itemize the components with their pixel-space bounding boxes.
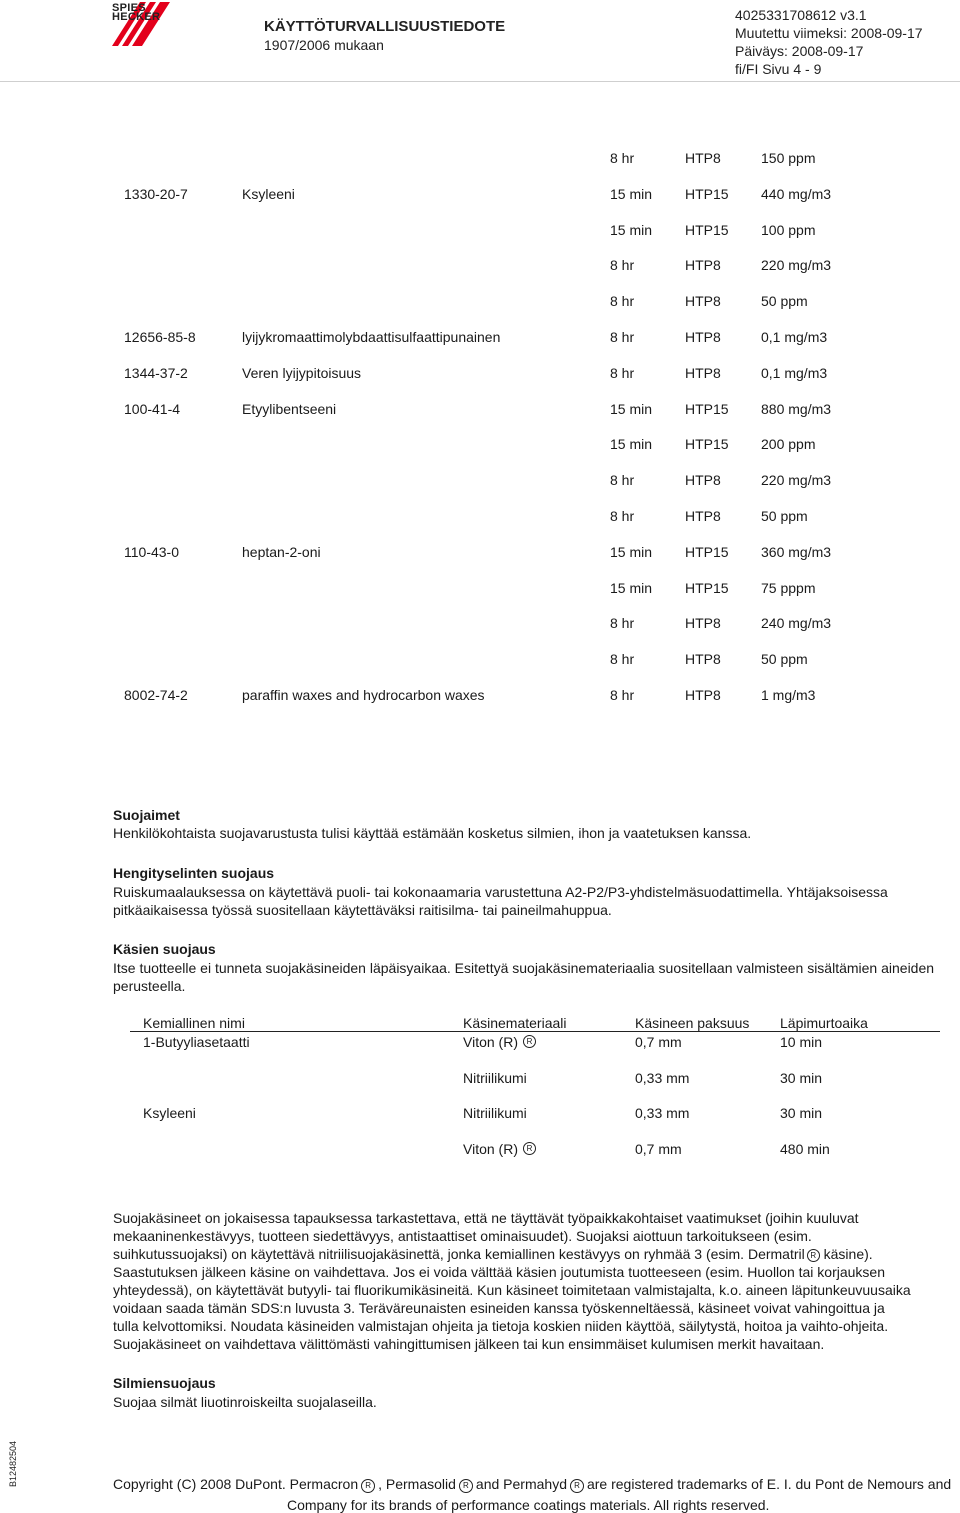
protection-heading: Suojaimet: [113, 807, 180, 823]
document-id: 4025331708612 v3.1: [735, 7, 867, 23]
limit-value: 220 mg/m3: [761, 472, 832, 489]
limit-time: 15 min: [610, 185, 653, 202]
limit-value: 0,1 mg/m3: [761, 329, 828, 345]
limit-time: 8 hr: [610, 651, 635, 668]
limit-value: 50 ppm: [761, 651, 808, 668]
limit-type: HTP15: [685, 436, 729, 453]
glove-thickness: [635, 1034, 682, 1050]
limit-type: HTP15: [685, 579, 729, 596]
limit-value: 220 mg/m3: [761, 257, 832, 274]
limit-time: 15 min: [610, 400, 653, 417]
glove-breakthrough-time: [780, 1070, 822, 1086]
limit-value: 150 ppm: [761, 150, 816, 166]
limit-value: 1 mg/m3: [761, 687, 816, 703]
glove-chemical: [143, 1034, 250, 1050]
glove-material-text: Viton (R): [463, 1034, 518, 1050]
limit-time: 8 hr: [610, 364, 635, 381]
glove-note-line3b: käsine).: [819, 1246, 873, 1262]
limit-value: 75 pppm: [761, 579, 816, 596]
limit-substance-name: Veren lyijypitoisuus: [242, 364, 362, 381]
limit-time: 8 hr: [610, 615, 635, 632]
document-title: KÄYTTÖTURVALLISUUSTIEDOTE: [264, 18, 506, 35]
limit-type: HTP15: [685, 185, 729, 202]
limit-time: 8 hr: [610, 150, 635, 166]
hands-heading: Käsien suojaus: [113, 941, 216, 957]
glove-thickness: [635, 1141, 682, 1157]
glove-note-line4: Saastutuksen jälkeen käsine on vaihdettava. Jos ei voida välttää käsien joutumista tuotteeseen (esim. Huollon tai korjauksen: [113, 1264, 886, 1280]
limit-substance-name: heptan-2-oni: [242, 543, 321, 560]
limit-type: HTP8: [685, 364, 721, 381]
registered-mark-icon: R: [807, 1249, 820, 1262]
limit-cas-number: 110-43-0: [124, 543, 180, 560]
limit-type: HTP8: [685, 651, 721, 668]
glove-breakthrough-time: [780, 1141, 830, 1157]
glove-material: [463, 1070, 527, 1086]
protection-text: Henkilökohtaista suojavarustusta tulisi käyttää estämään kosketus silmien, ihon ja vaatetuksen kanssa.: [113, 825, 752, 841]
glove-chemical-text: 1-Butyyliasetaatti: [143, 1034, 250, 1050]
glove-header-chemical: Kemiallinen nimi: [143, 1015, 245, 1031]
registered-mark-icon: R: [570, 1479, 584, 1493]
glove-material-text: Viton (R): [463, 1140, 518, 1157]
glove-thickness: [635, 1070, 689, 1086]
glove-material: [463, 1141, 536, 1157]
limit-substance-name: lyijykromaattimolybdaattisulfaattipunainen: [242, 329, 501, 345]
limit-time: 8 hr: [610, 508, 635, 524]
glove-breakthrough-time: [780, 1034, 822, 1050]
modified-date: Muutettu viimeksi: 2008-09-17: [735, 25, 923, 41]
limit-value: 200 ppm: [761, 436, 816, 453]
glove-note-line5: yhteydessä), on käytettävät butyyli- tai fluorikumikäsineitä. Kun käsineet toimitetaan valmistajalta, k.o. aineen läpitunkeuvuusaika: [113, 1282, 911, 1298]
glove-note-line3: [113, 1245, 958, 1263]
limit-time: 8 hr: [610, 472, 635, 489]
side-document-code: B12482504: [8, 1440, 18, 1487]
glove-thickness-text: 0,7 mm: [635, 1140, 682, 1157]
glove-thickness: [635, 1105, 689, 1121]
footer-part4: are registered trademarks of E. I. du Pont de Nemours and: [586, 1476, 952, 1492]
limit-value: 50 ppm: [761, 293, 808, 310]
header-divider: [0, 81, 960, 82]
limit-value: 0,1 mg/m3: [761, 364, 828, 381]
glove-material: [463, 1105, 527, 1121]
limit-type: HTP15: [685, 221, 729, 238]
spies-hecker-logo: [112, 2, 170, 46]
glove-breakthrough-time-text: 30 min: [780, 1069, 823, 1086]
glove-breakthrough-time-text: 30 min: [780, 1105, 823, 1121]
glove-header-material: Käsinemateriaali: [463, 1015, 567, 1031]
eyes-heading: Silmiensuojaus: [113, 1375, 216, 1391]
limit-time: 8 hr: [610, 257, 635, 274]
glove-chemical: [143, 1105, 196, 1121]
eyes-text: Suojaa silmät liuotinroiskeilta suojalaseilla.: [113, 1394, 377, 1410]
limit-type: HTP8: [685, 293, 721, 310]
limit-time: 15 min: [610, 579, 653, 596]
glove-note-line3a: suihkutussuojaksi) on käytettävä nitriilisuojakäsinettä, jonka kemiallinen kestävyys on ryhmää 3 (esim. Dermatril: [113, 1246, 805, 1262]
glove-chemical-text: Ksyleeni: [143, 1105, 196, 1121]
registered-mark-icon: R: [523, 1035, 536, 1048]
glove-breakthrough-time: [780, 1105, 822, 1121]
registered-mark-icon: R: [361, 1479, 375, 1493]
limit-substance-name: paraffin waxes and hydrocarbon waxes: [242, 687, 485, 703]
glove-note-line6: voidaan saada tämän SDS:n luvusta 3. Teräväreunaisten esineiden kanssa työskenneltäessä, käsineet voivat vahingoittua ja: [113, 1300, 885, 1316]
limit-time: 15 min: [610, 543, 653, 560]
limit-type: HTP8: [685, 615, 721, 632]
limit-cas-number: 12656-85-8: [124, 329, 196, 345]
glove-thickness-text: 0,33 mm: [635, 1105, 690, 1121]
limit-value: 880 mg/m3: [761, 400, 832, 417]
issue-date: Päiväys: 2008-09-17: [735, 43, 864, 59]
footer-line1: [113, 1476, 951, 1493]
limit-cas-number: 8002-74-2: [124, 687, 188, 703]
glove-breakthrough-time-text: 10 min: [780, 1034, 823, 1050]
limit-substance-name: Etyylibentseeni: [242, 400, 337, 417]
limit-value: 440 mg/m3: [761, 185, 832, 202]
limit-time: 8 hr: [610, 293, 635, 310]
glove-note-line1: Suojakäsineet on jokaisessa tapauksessa tarkastettava, että ne täyttävät työpaikkakohtaiset vaatimukset (joihin kuuluvat: [113, 1210, 859, 1226]
footer-part3: and Permahyd: [475, 1476, 567, 1492]
logo-text-line2: HECKER: [112, 11, 161, 23]
limit-cas-number: 1330-20-7: [124, 185, 188, 202]
respiratory-heading: Hengityselinten suojaus: [113, 865, 275, 881]
glove-material: [463, 1034, 536, 1050]
registered-mark-icon: R: [459, 1479, 473, 1493]
footer-part1: Copyright (C) 2008 DuPont. Permacron: [113, 1476, 359, 1492]
limit-time: 8 hr: [610, 329, 635, 345]
limit-cas-number: 100-41-4: [124, 400, 181, 417]
glove-table-rule: [130, 1031, 940, 1032]
limit-type: HTP15: [685, 400, 729, 417]
limit-value: 100 ppm: [761, 221, 816, 238]
glove-material-text: Nitriilikumi: [463, 1069, 527, 1086]
page-number: fi/FI Sivu 4 - 9: [735, 61, 822, 77]
limit-type: HTP8: [685, 329, 721, 345]
glove-header-breakthrough: Läpimurtoaika: [780, 1015, 868, 1031]
hands-text: Itse tuotteelle ei tunneta suojakäsineiden läpäisyaikaa. Esitettyä suojakäsinemateriaalia suositellaan valmisteen sisältämien aineiden perusteella.: [113, 960, 935, 994]
glove-thickness-text: 0,7 mm: [635, 1034, 682, 1050]
limit-value: 360 mg/m3: [761, 543, 832, 560]
glove-note: [113, 1209, 958, 1353]
glove-breakthrough-time-text: 480 min: [780, 1140, 830, 1157]
limit-time: 15 min: [610, 436, 653, 453]
respiratory-text: Ruiskumaalauksessa on käytettävä puoli- tai kokonaamaria varustettuna A2-P2/P3-yhdistelmäsuodattimella. Yhtäjaksoisessa pitkäaikaisessa työssä suositellaan käytettäväksi raitisilma- tai paineilmahuppua.: [113, 884, 888, 918]
glove-note-line8: Suojakäsineet on vaihdettava välittömästi vahingittumisen jälkeen tai kun ensimmäiset kulumisen merkit havaitaan.: [113, 1336, 825, 1352]
limit-cas-number: 1344-37-2: [124, 364, 188, 381]
logo-text-line1: SPIES: [112, 2, 146, 14]
glove-material-text: Nitriilikumi: [463, 1105, 527, 1121]
glove-note-line7: tulla kelvottomiksi. Noudata käsineiden valmistajan ohjeita ja tietoja koskien niiden käyttöä, säilytystä, hoitoa ja vaihto-ohjeita.: [113, 1318, 889, 1334]
limit-type: HTP8: [685, 150, 721, 166]
limit-type: HTP8: [685, 472, 721, 489]
glove-note-line2: mekaaninenkestävyys, tuotteen siedettävyys, antistaattiset ominaisuudet). Suojaksi aiottuun tarkoitukseen (esim.: [113, 1228, 812, 1244]
registered-mark-icon: R: [523, 1142, 536, 1155]
limit-type: HTP8: [685, 687, 721, 703]
limit-time: 15 min: [610, 221, 653, 238]
limit-type: HTP8: [685, 508, 721, 524]
footer-line2: Company for its brands of performance coatings materials. All rights reserved.: [287, 1497, 770, 1513]
limit-value: 50 ppm: [761, 508, 808, 524]
document-subtitle: 1907/2006 mukaan: [264, 37, 384, 53]
limit-time: 8 hr: [610, 687, 635, 703]
limit-substance-name: Ksyleeni: [242, 185, 295, 202]
glove-header-thickness: Käsineen paksuus: [635, 1015, 750, 1031]
footer-part2: , Permasolid: [378, 1476, 456, 1492]
limit-type: HTP15: [685, 543, 729, 560]
glove-thickness-text: 0,33 mm: [635, 1069, 690, 1086]
limit-type: HTP8: [685, 257, 721, 274]
limit-value: 240 mg/m3: [761, 615, 832, 632]
